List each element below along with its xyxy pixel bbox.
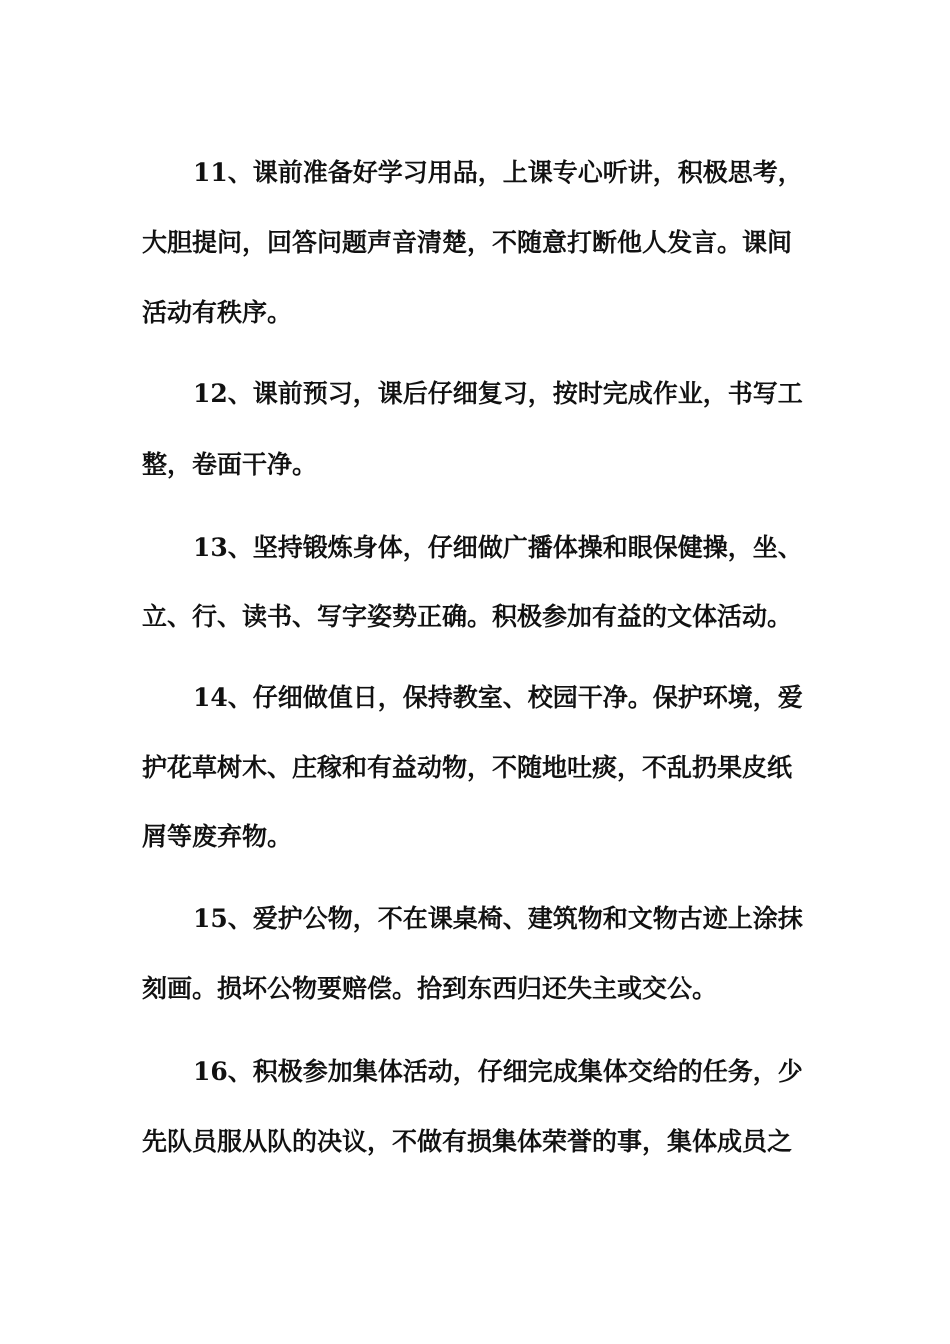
text-line: 活动有秩序。 (142, 298, 293, 327)
text-line: 14、仔细做值日，保持教室、校园干净。保护环境，爱 (193, 683, 803, 712)
text-line: 先队员服从队的决议，不做有损集体荣誉的事，集体成员之 (142, 1127, 793, 1156)
text-line: 13、坚持锻炼身体，仔细做广播体操和眼保健操，坐、 (193, 533, 803, 562)
text-line: 15、爱护公物，不在课桌椅、建筑物和文物古迹上涂抹 (193, 904, 803, 933)
text-line: 整，卷面干净。 (142, 450, 318, 479)
text-line: 16、积极参加集体活动，仔细完成集体交给的任务，少 (193, 1057, 803, 1086)
text-line: 刻画。损坏公物要赔偿。拾到东西归还失主或交公。 (142, 974, 718, 1003)
text-line: 11、课前准备好学习用品，上课专心听讲，积极思考， (193, 158, 803, 187)
text-line: 屑等废弃物。 (142, 822, 293, 851)
text-line: 12、课前预习，课后仔细复习，按时完成作业，书写工 (193, 379, 803, 408)
text-line: 立、行、读书、写字姿势正确。积极参加有益的文体活动。 (142, 602, 793, 631)
text-line: 大胆提问，回答问题声音清楚，不随意打断他人发言。课间 (142, 228, 793, 257)
text-line: 护花草树木、庄稼和有益动物，不随地吐痰，不乱扔果皮纸 (142, 753, 793, 782)
